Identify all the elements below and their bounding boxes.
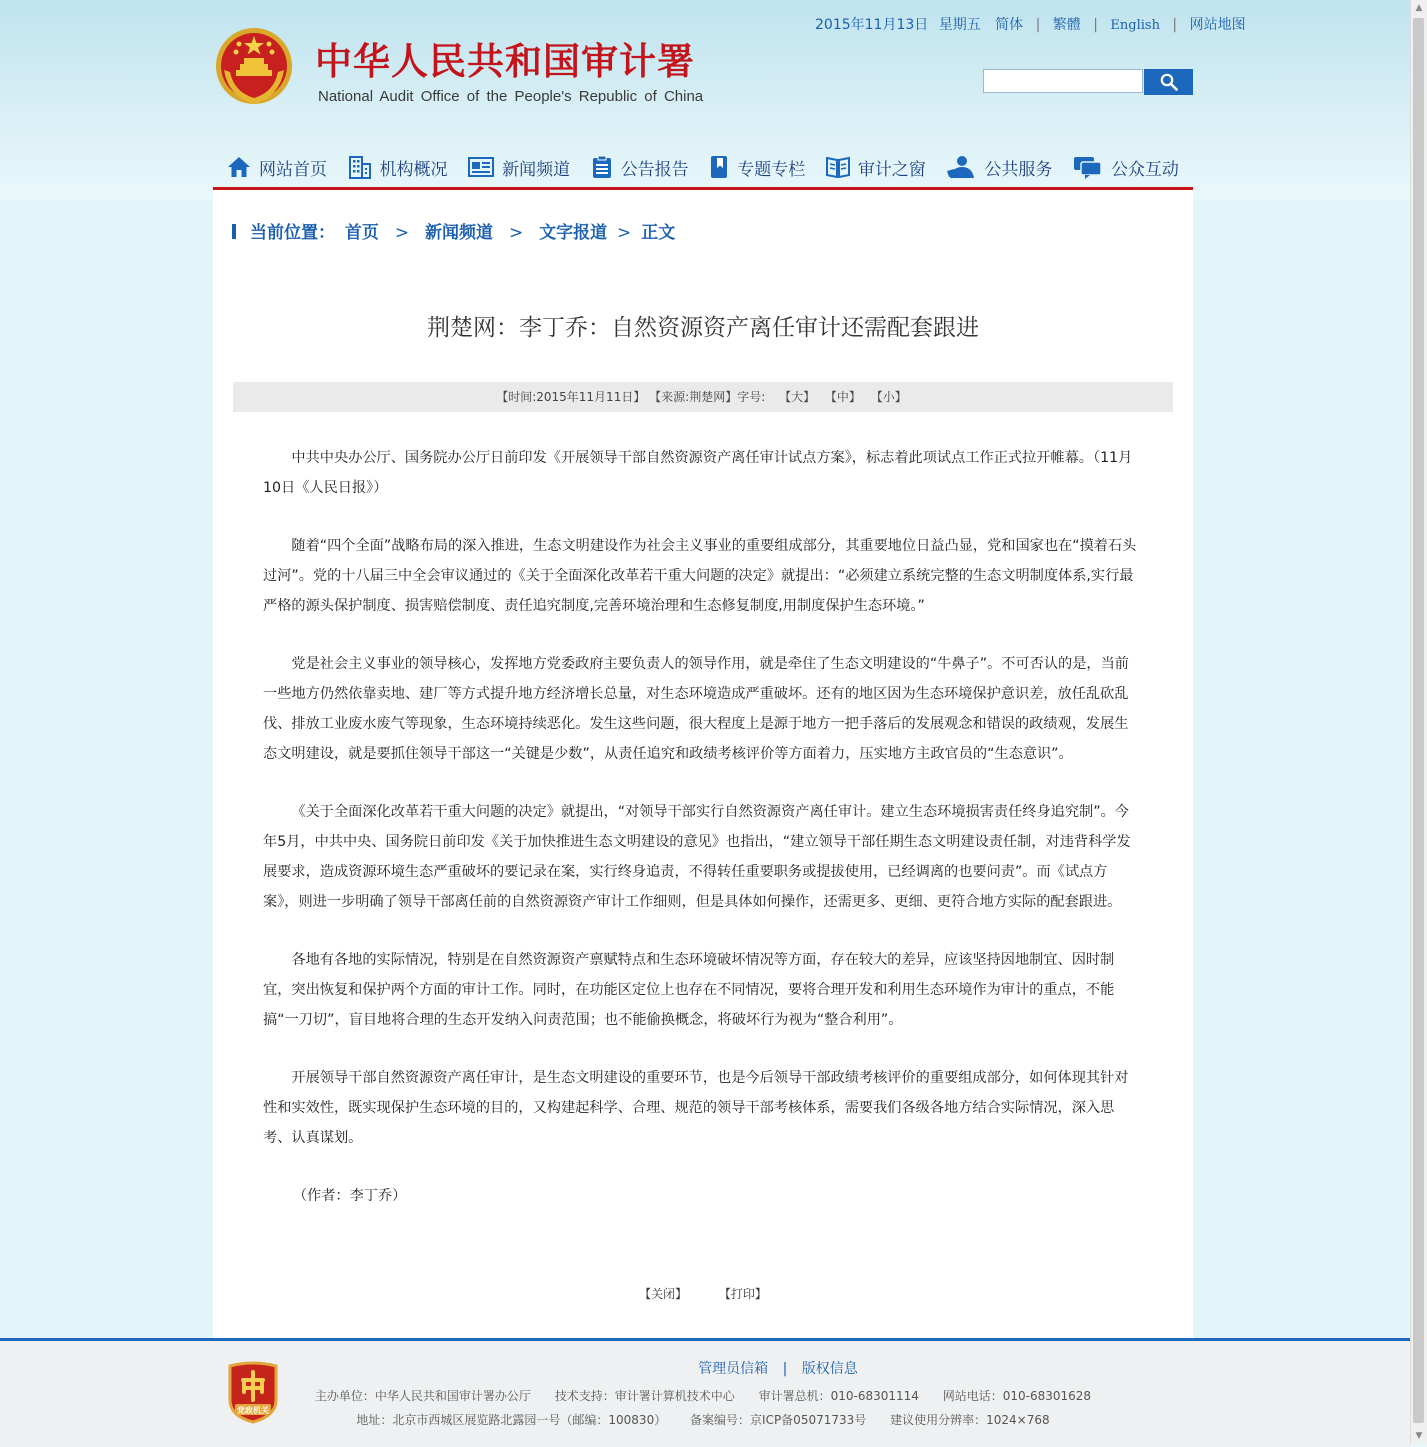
footer-info-row bbox=[213, 1387, 1193, 1404]
current-weekday: 星期五 bbox=[938, 17, 981, 33]
copyright-link[interactable]: 版权信息 bbox=[801, 1361, 858, 1377]
breadcrumb-current: 正文 bbox=[641, 223, 676, 243]
footer-links bbox=[213, 1358, 1343, 1378]
footer-address: 地址：北京市西城区展览路北露园一号（邮编：100830） bbox=[356, 1413, 667, 1427]
font-large-button[interactable]: 【大】 bbox=[779, 390, 816, 404]
article-body bbox=[263, 443, 1141, 1239]
font-medium-button[interactable]: 【中】 bbox=[824, 390, 861, 404]
nav-item-special-topics[interactable] bbox=[709, 155, 805, 180]
clipboard-icon bbox=[591, 155, 613, 179]
close-button[interactable]: 【关闭】 bbox=[639, 1287, 688, 1301]
site-title: 中华人民共和国审计署 bbox=[315, 39, 695, 83]
divider: | bbox=[1035, 17, 1041, 33]
font-size-label: 字号: bbox=[737, 390, 766, 404]
article-paragraph: 中共中央办公厅、国务院办公厅日前印发《开展领导干部自然资源资产离任审计试点方案》，标志着此项试点工作正式拉开帷幕。（11月10日《人民日报》） bbox=[263, 450, 1133, 496]
scrollbar-thumb[interactable] bbox=[1413, 18, 1424, 1423]
article-meta-bar bbox=[233, 382, 1173, 412]
lang-traditional-link[interactable]: 繁體 bbox=[1052, 17, 1081, 33]
site-subtitle: National Audit Office of the People's Republic of China bbox=[318, 88, 704, 105]
nav-item-home[interactable] bbox=[227, 155, 327, 180]
national-emblem-icon bbox=[214, 26, 294, 108]
bookmark-icon bbox=[709, 155, 729, 179]
main-nav bbox=[213, 146, 1193, 188]
font-small-button[interactable]: 【小】 bbox=[870, 390, 907, 404]
search-icon bbox=[1160, 73, 1178, 91]
breadcrumb-home-link[interactable]: 首页 bbox=[344, 223, 379, 243]
current-date: 2015年11月13日 bbox=[815, 17, 929, 33]
nav-label: 机构概况 bbox=[379, 159, 448, 180]
article-paragraph: 《关于全面深化改革若干重大问题的决定》就提出，“对领导干部实行自然资源资产离任审计。建立生态环境损害责任终身追究制”。今年5月，中共中央、国务院日前印发《关于加快推进生态文明建设的意见》也指出，“建立领导干部任期生态文明建设责任制，对违背科学发展要求，造成资源环境生态严重破坏的要记录在案，实行终身追责，不得转任重要职务或提拔使用，已经调离的也要问责”。而《试点方案》，则进一步明确了领导干部离任前的自然资源资产审计工作细则，但是具体如何操作，还需更多、更细、更符合地方实际的配套跟进。 bbox=[263, 804, 1131, 910]
search-button[interactable] bbox=[1144, 69, 1193, 95]
sitemap-link[interactable]: 网站地图 bbox=[1189, 17, 1246, 33]
badge-text: 党政机关 bbox=[237, 1406, 269, 1415]
nav-item-interaction[interactable] bbox=[1073, 155, 1179, 180]
nav-item-announcements[interactable] bbox=[591, 155, 689, 180]
footer-resolution: 建议使用分辨率：1024×768 bbox=[890, 1413, 1050, 1427]
scroll-down-arrow-icon[interactable]: ▼ bbox=[1415, 1431, 1423, 1441]
footer-site-phone: 网站电话：010-68301628 bbox=[942, 1389, 1092, 1403]
book-icon bbox=[826, 156, 850, 178]
nav-item-public-service[interactable] bbox=[946, 155, 1052, 180]
article-author: （作者：李丁乔） bbox=[292, 1188, 407, 1204]
breadcrumb-separator: > bbox=[508, 223, 524, 243]
user-service-icon bbox=[946, 155, 976, 179]
breadcrumb-separator: > bbox=[617, 223, 632, 243]
newspaper-icon bbox=[468, 156, 494, 178]
lang-simplified-link[interactable]: 简体 bbox=[995, 17, 1024, 33]
vertical-scrollbar[interactable] bbox=[1410, 0, 1427, 1444]
building-icon bbox=[348, 155, 372, 179]
article-title: 荆楚网：李丁乔：自然资源资产离任审计还需配套跟进 bbox=[427, 315, 979, 341]
footer-host: 主办单位：中华人民共和国审计署办公厅 bbox=[314, 1389, 531, 1403]
nav-label: 公众互动 bbox=[1110, 159, 1179, 180]
divider: | bbox=[1172, 17, 1178, 33]
footer-address-row bbox=[213, 1411, 1193, 1428]
nav-item-news[interactable] bbox=[468, 155, 570, 180]
print-button[interactable]: 【打印】 bbox=[718, 1287, 767, 1301]
breadcrumb-marker bbox=[232, 224, 236, 239]
nav-label: 网站首页 bbox=[259, 159, 327, 180]
divider: | bbox=[782, 1361, 788, 1377]
article-actions bbox=[213, 1285, 1193, 1302]
nav-item-organization[interactable] bbox=[348, 155, 448, 180]
breadcrumb-news-link[interactable]: 新闻频道 bbox=[425, 223, 494, 243]
lang-english-link[interactable]: English bbox=[1110, 18, 1160, 33]
article-source: 【来源:荆楚网】 bbox=[649, 390, 738, 404]
article-time: 【时间:2015年11月11日】 bbox=[496, 390, 646, 404]
nav-label: 审计之窗 bbox=[857, 159, 926, 180]
nav-label: 公告报告 bbox=[620, 159, 689, 180]
breadcrumb-prefix: 当前位置： bbox=[250, 223, 335, 243]
nav-label: 专题专栏 bbox=[737, 159, 806, 180]
article-paragraph: 各地有各地的实际情况，特别是在自然资源资产禀赋特点和生态环境破坏情况等方面，存在较大的差异，应该坚持因地制宜、因时制宜，突出恢复和保护两个方面的审计工作。同时，在功能区定位上也存在不同情况，要将合理开发和利用生态环境作为审计的重点，不能搞“一刀切”，盲目地将合理的生态开发纳入问责范围；也不能偷换概念，将破坏行为视为“整合利用”。 bbox=[263, 952, 1115, 1028]
breadcrumb-text-reports-link[interactable]: 文字报道 bbox=[539, 223, 608, 243]
nav-label: 新闻频道 bbox=[502, 159, 571, 180]
breadcrumb bbox=[232, 218, 675, 243]
article-paragraph: 随着“四个全面”战略布局的深入推进，生态文明建设作为社会主义事业的重要组成部分，其重要地位日益凸显，党和国家也在“摸着石头过河”。党的十八届三中全会审议通过的《关于全面深化改革若干重大问题的决定》就提出：“必须建立系统完整的生态文明制度体系,实行最严格的源头保护制度、损害赔偿制度、责任追究制度,完善环境治理和生态修复制度,用制度保护生态环境。” bbox=[263, 538, 1137, 614]
article-paragraph: 党是社会主义事业的领导核心，发挥地方党委政府主要负责人的领导作用，就是牵住了生态文明建设的“牛鼻子”。不可否认的是，当前一些地方仍然依靠卖地、建厂等方式提升地方经济增长总量，对生态环境造成严重破坏。还有的地区因为生态环境保护意识差，放任乱砍乱伐、排放工业废水废气等现象，生态环境持续恶化。发生这些问题，很大程度上是源于地方一把手落后的发展观念和错误的政绩观，发展生态文明建设，就是要抓住领导干部这一“关键是少数”，从责任追究和政绩考核评价等方面着力，压实地方主政官员的“生态意识”。 bbox=[263, 656, 1129, 762]
home-icon bbox=[227, 156, 251, 178]
divider: | bbox=[1093, 17, 1098, 33]
top-utility-bar bbox=[815, 14, 1246, 34]
chat-icon bbox=[1073, 155, 1103, 179]
admin-mailbox-link[interactable]: 管理员信箱 bbox=[698, 1361, 769, 1377]
article-paragraph: 开展领导干部自然资源资产离任审计，是生态文明建设的重要环节，也是今后领导干部政绩考核评价的重要组成部分，如何体现其针对性和实效性，既实现保护生态环境的目的，又构建起科学、合理、规范的领导干部考核体系，需要我们各级各地方结合实际情况，深入思考、认真谋划。 bbox=[263, 1070, 1129, 1146]
footer-switchboard: 审计署总机：010-68301114 bbox=[758, 1389, 919, 1403]
scroll-up-arrow-icon[interactable]: ▲ bbox=[1415, 3, 1423, 13]
search-input[interactable] bbox=[983, 69, 1143, 93]
nav-label: 公共服务 bbox=[984, 159, 1053, 180]
footer-tech: 技术支持：审计署计算机技术中心 bbox=[554, 1389, 735, 1403]
footer-icp: 备案编号：京ICP备05071733号 bbox=[690, 1413, 867, 1427]
nav-item-audit-window[interactable] bbox=[826, 155, 926, 180]
breadcrumb-separator: > bbox=[394, 223, 410, 243]
